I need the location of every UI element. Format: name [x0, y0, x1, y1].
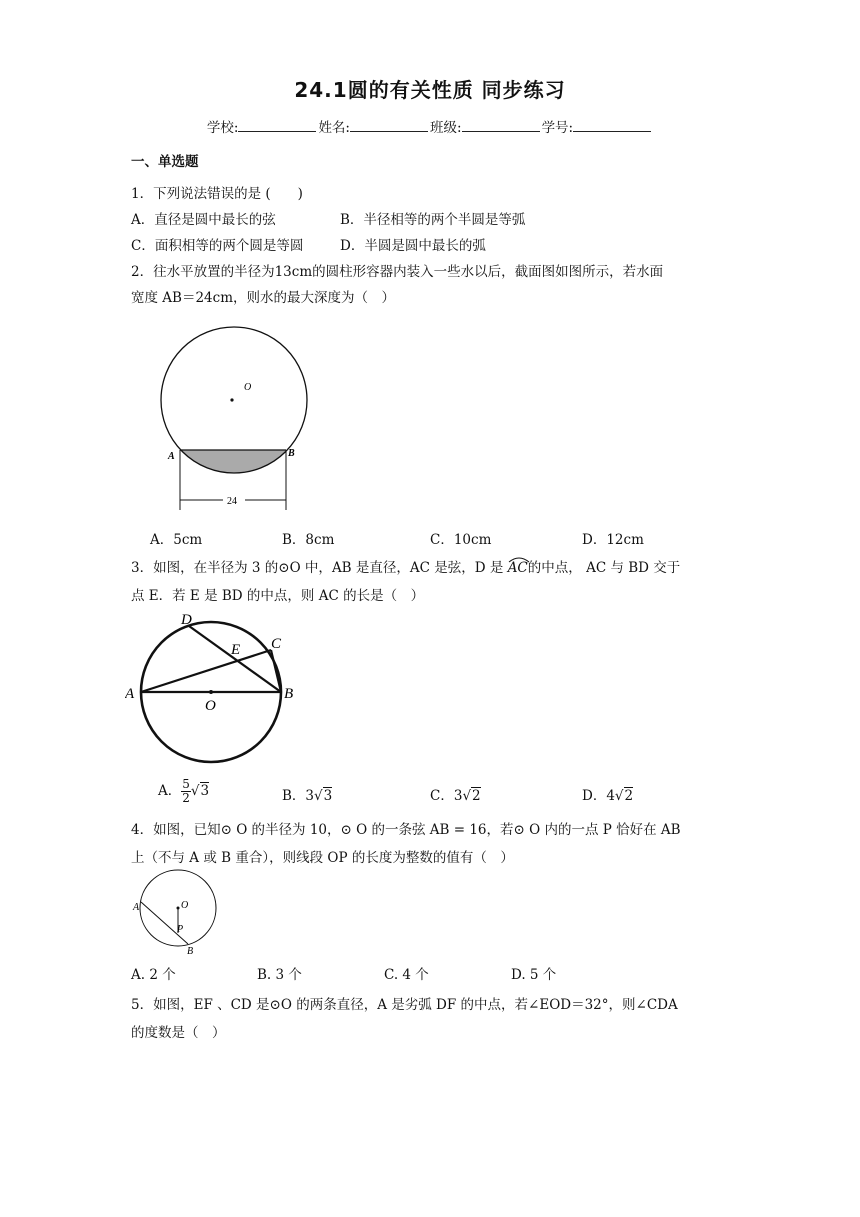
q3-option-d-radicand: 2 [624, 788, 634, 804]
page-title: 24.1圆的有关性质 同步练习 [294, 78, 566, 102]
q2-option-c: C．10cm [430, 532, 492, 548]
q3-option-a-fraction [181, 778, 191, 805]
q3-option-b-coef: 3 [305, 788, 315, 804]
q3-label-c: C [271, 636, 282, 652]
q2-water-segment [161, 327, 307, 473]
q3-label-a: A [125, 686, 135, 702]
q2-stem-line2: 宽度 AB＝24cm，则水的最大深度为（ ） [131, 290, 396, 306]
school-blank [238, 119, 316, 132]
q3-option-c: C．3√2 [430, 788, 481, 804]
q3-option-d: D．4√2 [582, 788, 634, 804]
q2-center-point [230, 398, 233, 401]
q5-stem-line2: 的度数是（ ） [131, 1025, 226, 1041]
q5-stem-line1: 5．如图，EF 、CD 是⊙O 的两条直径，A 是劣弧 DF 的中点，若∠EOD＝32°，则∠CDA [131, 997, 678, 1013]
q3-stem-line1 [131, 556, 680, 576]
q1-option-c: C．面积相等的两个圆是等圆 [131, 238, 304, 254]
q3-option-a-label: A． [158, 783, 182, 799]
q3-stem-line2: 点 E．若 E 是 BD 的中点，则 AC 的长是（ ） [131, 588, 425, 604]
q3-arc-ac [508, 560, 528, 576]
q1-option-b: B．半径相等的两个半圆是等弧 [340, 212, 526, 228]
q3-label-e: E [231, 642, 241, 658]
q2-stem-line1: 2．往水平放置的半径为13cm的圆柱形容器内装入一些水以后，截面图如图所示，若水面 [131, 264, 664, 280]
q3-option-d-label: D． [582, 788, 607, 804]
q3-option-a: A． $\frac{5}{2}$ √3 [158, 777, 210, 805]
q3-option-b-radicand: 3 [323, 788, 333, 804]
q3-text-d: AC 与 BD 交于 [586, 560, 681, 576]
q3-option-d-coef: 4 [606, 788, 615, 804]
q2-label-o: O [244, 382, 252, 393]
q3-option-b-label: B． [282, 788, 306, 804]
class-label: 班级: [430, 120, 462, 136]
q3-option-c-coef: 3 [453, 788, 463, 804]
q1-option-d: D．半圆是圆中最长的弧 [340, 238, 486, 254]
q3-text-b: AB 是直径，AC 是弦，D 是 [331, 560, 504, 576]
q3-option-b: B．3√3 [282, 788, 333, 804]
q3-label-b: B [284, 686, 294, 702]
q4-option-c: C. 4 个 [384, 967, 429, 983]
q2-option-d: D．12cm [582, 532, 644, 548]
q2-option-b: B．8cm [282, 532, 335, 548]
q3-text-a: 3．如图，在半径为 3 的⊙O 中， [131, 560, 332, 576]
q3-arc-label: AC [507, 560, 528, 576]
school-label: 学校: [206, 120, 239, 136]
q4-stem-line1: 4．如图，已知⊙ O 的半径为 10，⊙ O 的一条弦 AB = 16，若⊙ O 内的一点 P 恰好在 AB [131, 822, 681, 838]
q2-label-a: A [168, 451, 175, 462]
q3-label-d: D [181, 612, 192, 628]
q4-center-point [177, 907, 180, 910]
q4-figure [125, 866, 225, 956]
q4-label-o: O [181, 900, 189, 911]
q3-option-a-radicand: 3 [200, 783, 210, 799]
q4-label-b: B [187, 946, 194, 956]
arc-symbol-icon [508, 555, 530, 563]
fraction-numerator: 5 [182, 777, 190, 791]
q3-center-point [209, 690, 213, 694]
q4-label-a: A [133, 902, 140, 913]
q3-text-c: 的中点， [527, 560, 582, 576]
section-heading: 一、单选题 [131, 154, 199, 170]
number-label: 学号: [541, 120, 574, 136]
q3-label-o: O [205, 698, 216, 714]
q3-option-c-label: C． [430, 788, 454, 804]
class-blank [462, 119, 540, 132]
q3-option-c-radicand: 2 [472, 788, 481, 804]
q2-option-a: A．5cm [150, 532, 203, 548]
q2-label-b: B [288, 448, 295, 459]
student-info-line [0, 116, 860, 136]
q4-option-b: B. 3 个 [257, 967, 302, 983]
name-blank [350, 119, 428, 132]
name-label: 姓名: [318, 120, 350, 136]
q3-chord-bd [189, 626, 281, 692]
q1-stem: 1．下列说法错误的是 ( ) [131, 186, 303, 202]
q2-dim-label: 24 [227, 496, 237, 507]
q2-figure [158, 322, 318, 520]
q4-stem-line2: 上（不与 A 或 B 重合），则线段 OP 的长度为整数的值有（ ） [131, 850, 514, 866]
q4-option-a: A. 2 个 [131, 967, 176, 983]
q4-label-p: P [177, 924, 184, 935]
q4-option-d: D. 5 个 [511, 967, 557, 983]
q3-figure [125, 608, 305, 768]
fraction-denominator: 2 [182, 791, 190, 805]
q1-option-a: A．直径是圆中最长的弦 [131, 212, 276, 228]
number-blank [573, 119, 651, 132]
